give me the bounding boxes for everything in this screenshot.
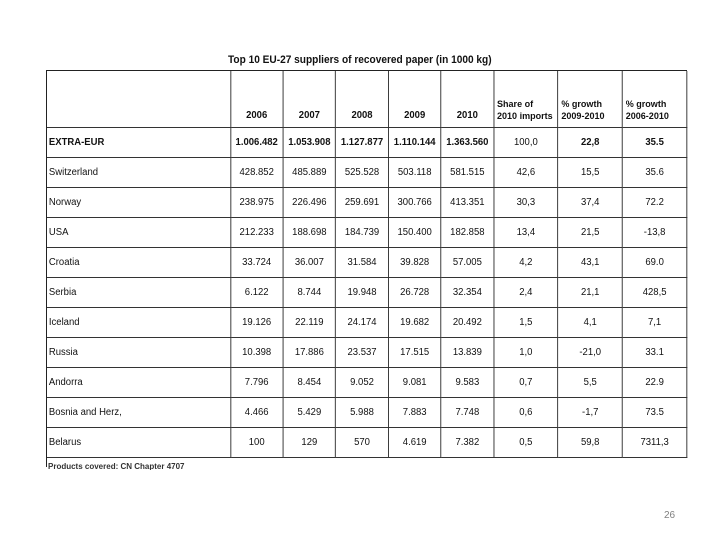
growth-2009-2010-cell: 59,8: [558, 428, 622, 458]
value-2010-cell: 182.858: [441, 218, 494, 248]
value-2007-cell: 485.889: [283, 158, 336, 188]
value-2007-cell: 36.007: [283, 248, 336, 278]
value-2008-cell: 1.127.877: [336, 128, 389, 158]
growth-2006-2010-cell: 72.2: [622, 188, 686, 218]
value-2009-cell: 9.081: [388, 368, 441, 398]
value-2009-cell: 17.515: [388, 338, 441, 368]
value-2008-cell: 184.739: [336, 218, 389, 248]
share-2010-cell: 100,0: [494, 128, 558, 158]
growth-2006-2010-cell: 33.1: [622, 338, 686, 368]
value-2008-cell: 9.052: [336, 368, 389, 398]
growth-2006-2010-cell: 69.0: [622, 248, 686, 278]
value-2010-cell: 7.748: [441, 398, 494, 428]
value-2010-cell: 7.382: [441, 428, 494, 458]
growth-2009-2010-cell: 4,1: [558, 308, 622, 338]
growth-2006-2010-cell: 428,5: [622, 278, 686, 308]
value-2010-cell: 9.583: [441, 368, 494, 398]
growth-2006-2010-cell: 22.9: [622, 368, 686, 398]
country-cell: Russia: [47, 338, 230, 368]
value-2009-cell: 26.728: [388, 278, 441, 308]
growth-2009-2010-cell: 15,5: [558, 158, 622, 188]
value-2008-cell: 259.691: [336, 188, 389, 218]
share-2010-cell: 1,5: [494, 308, 558, 338]
share-2010-cell: 4,2: [494, 248, 558, 278]
table-row: [47, 398, 687, 428]
value-2009-cell: 19.682: [388, 308, 441, 338]
growth-2009-2010-cell: -1,7: [558, 398, 622, 428]
value-2007-cell: 8.744: [283, 278, 336, 308]
value-2009-cell: 4.619: [388, 428, 441, 458]
value-2006-cell: 238.975: [230, 188, 283, 218]
column-header-2006: 2006: [230, 71, 283, 128]
value-2010-cell: 32.354: [441, 278, 494, 308]
country-cell: Norway: [47, 188, 230, 218]
value-2010-cell: 413.351: [441, 188, 494, 218]
share-2010-cell: 13,4: [494, 218, 558, 248]
value-2008-cell: 525.528: [336, 158, 389, 188]
column-header-2010: 2010: [441, 71, 494, 128]
value-2009-cell: 7.883: [388, 398, 441, 428]
growth-2009-2010-cell: 37,4: [558, 188, 622, 218]
growth-2006-2010-cell: 35.6: [622, 158, 686, 188]
share-2010-cell: 1,0: [494, 338, 558, 368]
growth-2009-2010-cell: 21,1: [558, 278, 622, 308]
share-2010-cell: 0,7: [494, 368, 558, 398]
column-header-share-2010: Share of 2010 imports: [494, 71, 558, 128]
country-cell: Serbia: [47, 278, 230, 308]
value-2006-cell: 33.724: [230, 248, 283, 278]
growth-2006-2010-cell: 35.5: [622, 128, 686, 158]
table-row: [47, 428, 687, 458]
value-2008-cell: 19.948: [336, 278, 389, 308]
column-header-2008: 2008: [336, 71, 389, 128]
column-header-2007: 2007: [283, 71, 336, 128]
growth-2009-2010-cell: 43,1: [558, 248, 622, 278]
table-footnote: Products covered: CN Chapter 4707: [48, 462, 185, 470]
table-row: [47, 278, 687, 308]
country-cell: Iceland: [47, 308, 230, 338]
country-cell: Switzerland: [47, 158, 230, 188]
value-2006-cell: 212.233: [230, 218, 283, 248]
column-header-2009: 2009: [388, 71, 441, 128]
table-row: [47, 338, 687, 368]
growth-2009-2010-cell: 22,8: [558, 128, 622, 158]
value-2009-cell: 39.828: [388, 248, 441, 278]
value-2008-cell: 570: [336, 428, 389, 458]
suppliers-table: [47, 71, 687, 458]
column-header-growth-2009-2010: % growth 2009-2010: [558, 71, 622, 128]
table-row: [47, 308, 687, 338]
table-header-row: [47, 71, 687, 128]
value-2010-cell: 1.363.560: [441, 128, 494, 158]
share-2010-cell: 0,6: [494, 398, 558, 428]
suppliers-table-container: [46, 70, 687, 467]
country-cell: EXTRA-EUR: [47, 128, 230, 158]
table-row: [47, 248, 687, 278]
value-2010-cell: 581.515: [441, 158, 494, 188]
table-row: [47, 128, 687, 158]
value-2006-cell: 19.126: [230, 308, 283, 338]
column-header-growth-2006-2010: % growth 2006-2010: [622, 71, 686, 128]
value-2007-cell: 1.053.908: [283, 128, 336, 158]
table-row: [47, 218, 687, 248]
growth-2006-2010-cell: 7,1: [622, 308, 686, 338]
value-2006-cell: 1.006.482: [230, 128, 283, 158]
value-2006-cell: 4.466: [230, 398, 283, 428]
value-2008-cell: 23.537: [336, 338, 389, 368]
growth-2006-2010-cell: -13,8: [622, 218, 686, 248]
value-2010-cell: 57.005: [441, 248, 494, 278]
share-2010-cell: 2,4: [494, 278, 558, 308]
value-2009-cell: 1.110.144: [388, 128, 441, 158]
value-2006-cell: 10.398: [230, 338, 283, 368]
country-cell: Bosnia and Herz,: [47, 398, 230, 428]
country-cell: Croatia: [47, 248, 230, 278]
value-2007-cell: 8.454: [283, 368, 336, 398]
value-2007-cell: 17.886: [283, 338, 336, 368]
value-2006-cell: 7.796: [230, 368, 283, 398]
value-2009-cell: 300.766: [388, 188, 441, 218]
table-row: [47, 368, 687, 398]
value-2008-cell: 31.584: [336, 248, 389, 278]
value-2007-cell: 22.119: [283, 308, 336, 338]
growth-2009-2010-cell: 21,5: [558, 218, 622, 248]
value-2008-cell: 24.174: [336, 308, 389, 338]
value-2007-cell: 188.698: [283, 218, 336, 248]
value-2007-cell: 226.496: [283, 188, 336, 218]
value-2007-cell: 5.429: [283, 398, 336, 428]
column-header-country: [47, 71, 230, 128]
value-2010-cell: 20.492: [441, 308, 494, 338]
country-cell: Belarus: [47, 428, 230, 458]
value-2008-cell: 5.988: [336, 398, 389, 428]
value-2007-cell: 129: [283, 428, 336, 458]
country-cell: USA: [47, 218, 230, 248]
share-2010-cell: 0,5: [494, 428, 558, 458]
table-row: [47, 158, 687, 188]
growth-2009-2010-cell: -21,0: [558, 338, 622, 368]
growth-2009-2010-cell: 5,5: [558, 368, 622, 398]
table-row: [47, 188, 687, 218]
value-2006-cell: 6.122: [230, 278, 283, 308]
value-2006-cell: 100: [230, 428, 283, 458]
page-number: 26: [664, 510, 676, 521]
table-title: Top 10 EU-27 suppliers of recovered paper (in 1000 kg): [228, 54, 492, 66]
value-2009-cell: 150.400: [388, 218, 441, 248]
country-cell: Andorra: [47, 368, 230, 398]
table-body: [47, 128, 687, 458]
value-2009-cell: 503.118: [388, 158, 441, 188]
share-2010-cell: 30,3: [494, 188, 558, 218]
growth-2006-2010-cell: 73.5: [622, 398, 686, 428]
growth-2006-2010-cell: 7311,3: [622, 428, 686, 458]
share-2010-cell: 42,6: [494, 158, 558, 188]
value-2010-cell: 13.839: [441, 338, 494, 368]
value-2006-cell: 428.852: [230, 158, 283, 188]
